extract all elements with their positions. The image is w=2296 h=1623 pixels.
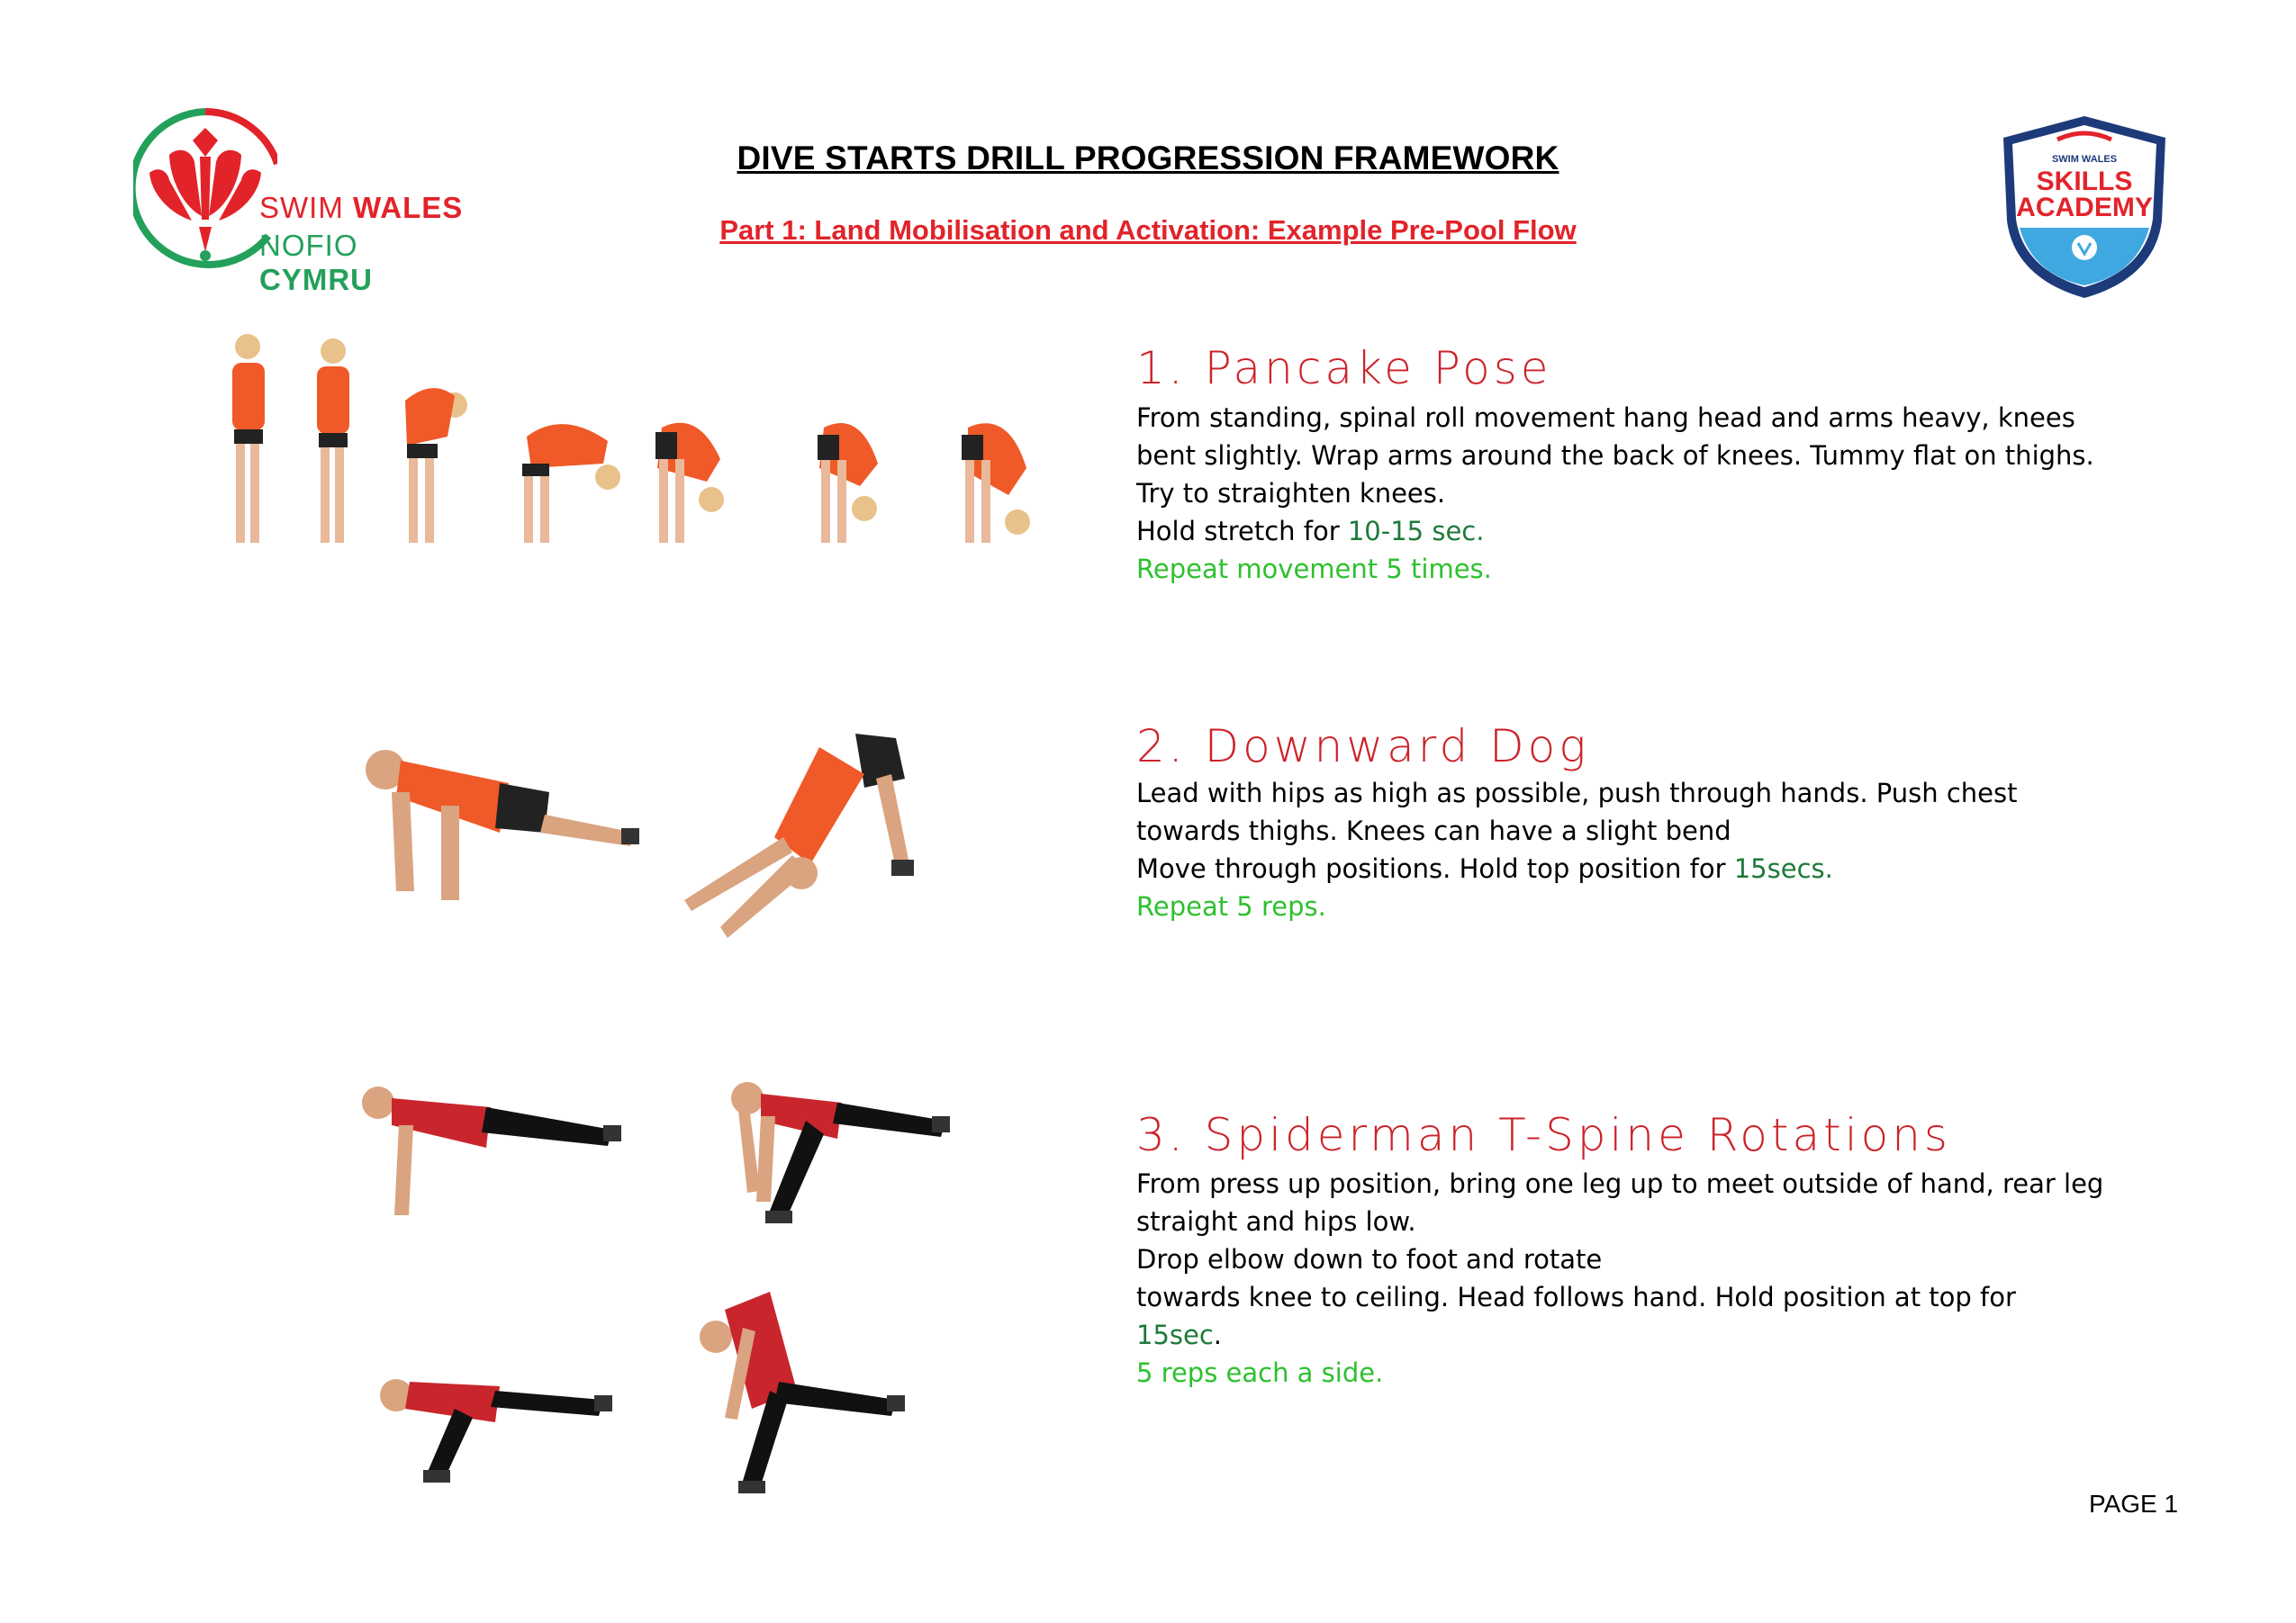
- section-2-repeat: Repeat 5 reps.: [1136, 891, 1326, 922]
- section-3-line-3: Drop elbow down to foot and rotate: [1136, 1244, 1603, 1275]
- section-3-line-4: towards knee to ceiling. Head follows hand. Hold position at top for: [1136, 1282, 2016, 1312]
- section-3-body: [1136, 1165, 2145, 1392]
- section-3-heading: 3. Spiderman T-Spine Rotations: [1136, 1109, 1951, 1161]
- section-1-hold: [1136, 512, 2145, 550]
- spiderman-rotation-illustration: [356, 1076, 1022, 1517]
- section-1-body: [1136, 399, 2145, 588]
- section-3-line-2: straight and hips low.: [1136, 1206, 1416, 1237]
- section-1-line-3: Try to straighten knees.: [1136, 478, 1446, 509]
- badge-text: [1994, 168, 2174, 221]
- section-3-line-1: From press up position, bring one leg up to meet outside of hand, rear leg: [1136, 1168, 2104, 1199]
- section-2-body: [1136, 774, 2145, 925]
- section-1-line-2: bent slightly. Wrap arms around the back of knees. Tummy flat on thighs.: [1136, 440, 2094, 471]
- section-3-hold: [1136, 1316, 2145, 1354]
- downward-dog-illustration: [351, 729, 981, 954]
- page-number: PAGE 1: [2089, 1490, 2179, 1518]
- section-2-line-2: towards thighs. Knees can have a slight bend: [1136, 816, 1731, 846]
- section-3-repeat: 5 reps each a side.: [1136, 1357, 1384, 1388]
- section-3-hold-value: 15sec: [1136, 1320, 1214, 1350]
- section-1-line-1: From standing, spinal roll movement hang head and arms heavy, knees: [1136, 402, 2075, 433]
- section-2-hold: [1136, 850, 2145, 888]
- page-subtitle: Part 1: Land Mobilisation and Activation: Example Pre-Pool Flow: [719, 214, 1577, 246]
- skills-academy-badge: [1994, 113, 2174, 302]
- section-1-repeat: Repeat movement 5 times.: [1136, 554, 1492, 584]
- logo-text-swim-wales: SWIM WALES: [259, 191, 464, 224]
- badge-line-1: SKILLS: [2036, 167, 2133, 196]
- section-1-heading: 1. Pancake Pose: [1136, 342, 1552, 394]
- section-3-hold-suffix: .: [1213, 1320, 1223, 1350]
- page-title: DIVE STARTS DRILL PROGRESSION FRAMEWORK: [737, 140, 1559, 176]
- section-2-hold-value: 15secs.: [1733, 853, 1833, 884]
- badge-small-text: SWIM WALES: [2051, 154, 2118, 165]
- logo-text-nofio-cymru: NOFIO CYMRU: [259, 229, 373, 296]
- section-2-hold-prefix: Move through positions. Hold top position for: [1136, 853, 1734, 884]
- section-1-hold-value: 10-15 sec.: [1347, 516, 1485, 546]
- section-2-heading: 2. Downward Dog: [1136, 720, 1590, 772]
- section-2-line-1: Lead with hips as high as possible, push through hands. Push chest: [1136, 778, 2018, 808]
- pancake-pose-illustration: [207, 329, 1089, 608]
- badge-line-2: ACADEMY: [2016, 193, 2153, 222]
- section-1-hold-prefix: Hold stretch for: [1136, 516, 1348, 546]
